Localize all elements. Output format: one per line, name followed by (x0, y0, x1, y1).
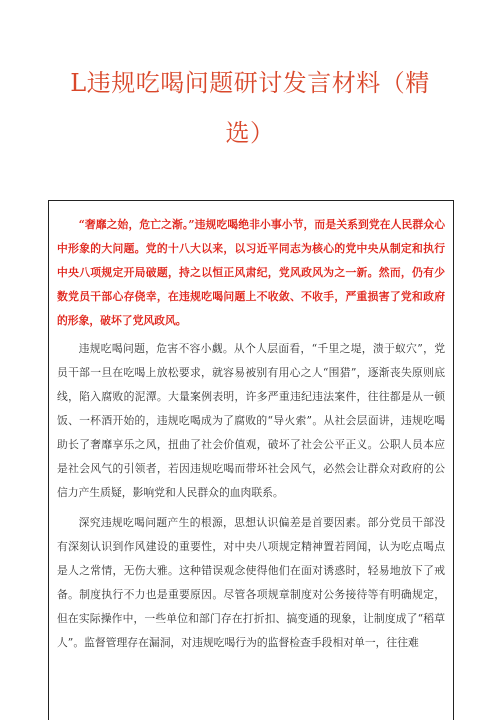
body-paragraph-1: 违规吃喝问题，危害不容小觑。从个人层面看，“千里之堤，溃于蚁穴”，党员干部一旦在吃喝上放松要求，就容易被别有用心之人“围猎”，逐渐丧失原则底线，陷入腐败的泥潭。大量案例表明，许多严重违纪违法案件，往往都是从一顿饭、一杯酒开始的，违规吃喝成为了腐败的“导火索”。从社会层面讲，违规吃喝助长了奢靡享乐之风，扭曲了社会价值观，破坏了社会公平正义。公职人员本应是社会风气的引领者，若因违规吃喝而带坏社会风气，必然会让群众对政府的公信力产生质疑，影响党和人民群众的血肉联系。 (57, 342, 445, 499)
intro-paragraph: “奢靡之始，危亡之渐。”违规吃喝绝非小事小节，而是关系到党在人民群众心中形象的大问题。党的十八大以来，以习近平同志为核心的党中央从制定和执行中央八项规定开局破题，持之以恒正风肃纪，党风政风为之一新。然而，仍有少数党员干部心存侥幸，在违规吃喝问题上不收敛、不收手，严重损害了党和政府的形象，破坏了党风政风。 (57, 218, 445, 327)
document-title-line-2: 选） (225, 119, 275, 147)
document-title (40, 58, 460, 158)
body-paragraph-2: 深究违规吃喝问题产生的根源，思想认识偏差是首要因素。部分党员干部没有深刻认识到作风建设的重要性，对中央八项规定精神置若罔闻，认为吃点喝点是人之常情，无伤大雅。这种错误观念使得他们在面对诱惑时，轻易地放下了戒备。制度执行不力也是重要原因。尽管各项规章制度对公务接待等有明确规定，但在实际操作中，一些单位和部门存在打折扣、搞变通的现象，让制度成了“稻草人”。监督管理存在漏洞，对违规吃喝行为的监督检查手段相对单一，往往难 (57, 516, 445, 649)
document-title-line-1: L违规吃喝问题研讨发言材料（精 (70, 69, 430, 97)
content-box (48, 200, 454, 720)
